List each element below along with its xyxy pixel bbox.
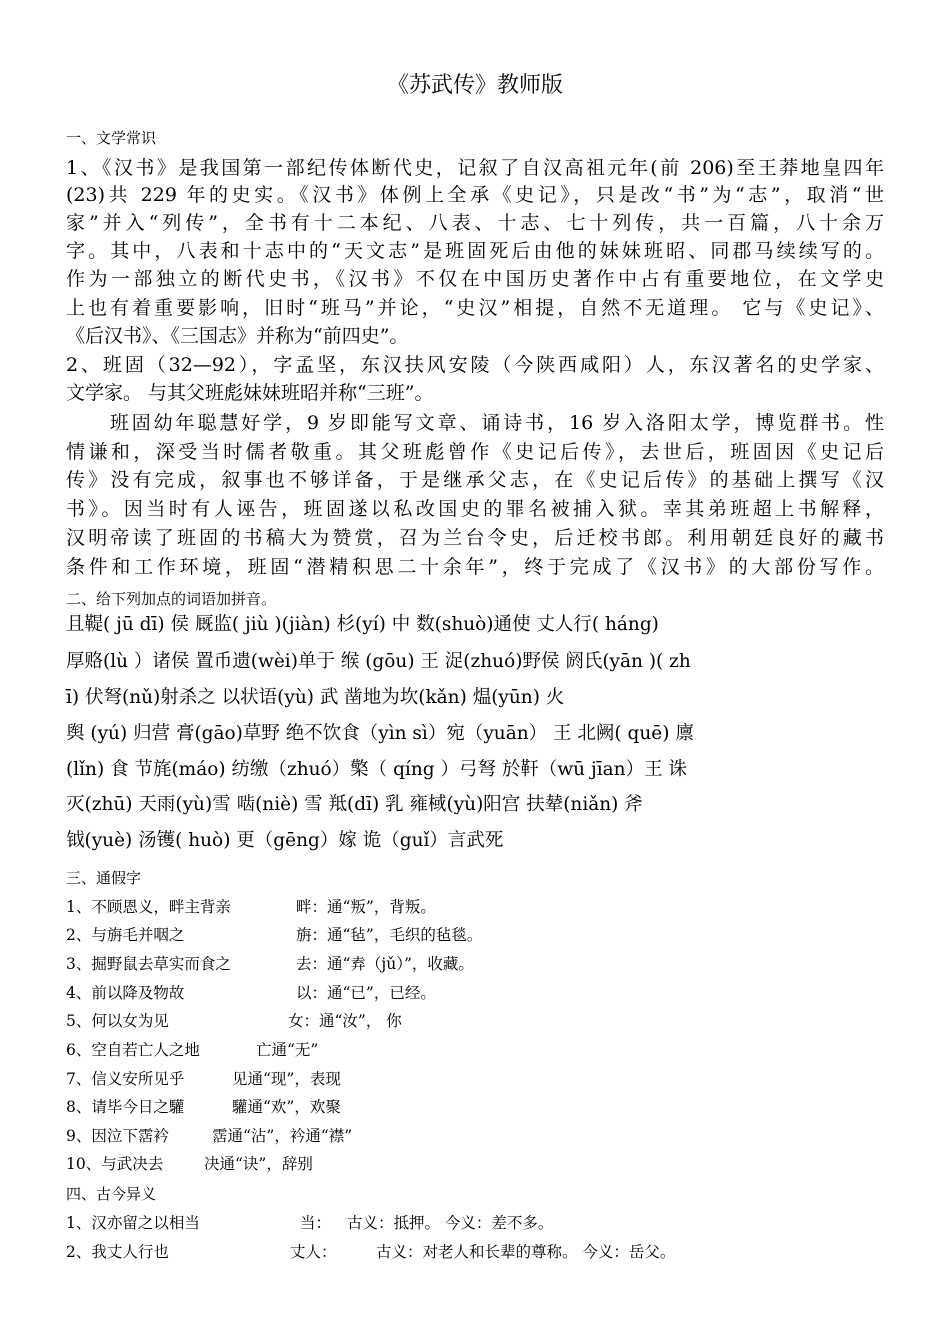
tongjia-explanation: 见通“现”，表现 [232, 1070, 341, 1088]
pinyin-line: (lǐn) 食 节旄(máo) 纺缴（zhuó）檠（ qíng ）弓弩 於靬（wū jīan）王 诛 [66, 759, 687, 780]
tongjia-sentence: 6、空自若亡人之地 [66, 1041, 200, 1059]
tongjia-sentence: 2、与旃毛并咽之 [66, 926, 185, 944]
paragraph-line: 书》。因当时有人诬告，班固遂以私改国史的罪名被捕入狱。幸其弟班超上书解释， [66, 498, 884, 520]
gujin-sentence: 2、我丈人行也 [66, 1243, 169, 1261]
tongjia-item [66, 1153, 313, 1175]
tongjia-sentence: 8、请毕今日之驩 [66, 1098, 185, 1116]
tongjia-sentence: 10、与武决去 [66, 1155, 164, 1173]
pinyin-line: 且鞮( jū dī) 侯 厩监( jiù )(jiàn) 杉(yí) 中 数(shuò)通使 丈人行( háng) [66, 614, 659, 635]
gujin-sentence: 1、汉亦留之以相当 [66, 1214, 200, 1232]
tongjia-explanation: 驩通“欢”，欢聚 [232, 1098, 341, 1116]
tongjia-item [66, 924, 482, 946]
tongjia-item [66, 1096, 341, 1118]
pinyin-line: 舆 (yú) 归营 膏(gāo)草野 绝不饮食（yìn sì）宛（yuān） 王 北阙( quē) 廪 [66, 723, 694, 744]
paragraph-line: 2、班固（32—92），字孟坚，东汉扶风安陵（今陕西咸阳）人，东汉著名的史学家、 [66, 354, 884, 376]
paragraph-line: 字。其中，八表和十志中的“天文志”是班固死后由他的妹妹班昭、同郡马续续写的。 [66, 240, 884, 262]
paragraph-line: 上也有着重要影响，旧时“班马”并论，“史汉”相提，自然不无道理。 它与《史记》、 [66, 297, 884, 319]
tongjia-sentence: 9、因泣下霑衿 [66, 1127, 169, 1145]
pinyin-line: ī) 伏弩(nǔ)射杀之 以状语(yù) 武 凿地为坎(kǎn) 煴(yūn) 火 [66, 687, 565, 708]
tongjia-explanation: 决通“诀”，辞别 [204, 1155, 313, 1173]
paragraph-line: 作为一部独立的断代史书，《汉书》不仅在中国历史著作中占有重要地位，在文学史 [66, 268, 884, 290]
gujin-explanation: 古义：对老人和长辈的尊称。 今义：岳父。 [376, 1243, 676, 1261]
tongjia-item [66, 1010, 402, 1032]
section-heading-tongjiazi: 三、通假字 [66, 869, 142, 887]
tongjia-sentence: 4、前以降及物故 [66, 984, 185, 1002]
tongjia-item [66, 1068, 341, 1090]
gujin-word: 当： [300, 1214, 332, 1232]
pinyin-line: 灭(zhū) 天雨(yù)雪 啮(niè) 雪 羝(dī) 乳 雍棫(yù)阳宫 扶辇(niǎn) 斧 [66, 794, 643, 815]
pinyin-line: 厚赂(lù ）诸侯 置币遗(wèi)单于 缑 (gōu) 王 浞(zhuó)野侯 阏氏(yān )( zh [66, 651, 691, 672]
tongjia-item [66, 1125, 352, 1147]
tongjia-explanation: 女：通“汝”， 你 [288, 1012, 402, 1030]
gujin-item [66, 1241, 675, 1263]
paragraph-line: 情谦和，深受当时儒者敬重。其父班彪曾作《史记后传》，去世后，班固因《史记后 [66, 441, 884, 463]
tongjia-explanation: 去：通“弆（jǔ）”，收藏。 [296, 955, 474, 973]
tongjia-item [66, 1039, 318, 1061]
section-heading-pinyin: 二、给下列加点的词语加拼音。 [66, 590, 277, 608]
paragraph-line: 《后汉书》、《三国志》并称为“前四史”。 [66, 325, 409, 347]
tongjia-item [66, 982, 436, 1004]
tongjia-item [66, 953, 474, 975]
tongjia-explanation: 畔：通“叛”，背叛。 [296, 898, 436, 916]
tongjia-item [66, 896, 436, 918]
gujin-item [66, 1212, 553, 1234]
gujin-word: 丈人： [290, 1243, 337, 1261]
paragraph-line: 条件和工作环境，班固“潜精积思二十余年”，终于完成了《汉书》的大部份写作。 [66, 556, 884, 578]
tongjia-sentence: 3、掘野鼠去草实而食之 [66, 955, 231, 973]
paragraph-line: 班固幼年聪慧好学，9 岁即能写文章、诵诗书，16 岁入洛阳太学，博览群书。性 [66, 412, 884, 434]
tongjia-explanation: 以：通“已”，已经。 [296, 984, 436, 1002]
pinyin-line: 钺(yuè) 汤镬( huò) 更（gēng）嫁 诡（guǐ）言武死 [66, 830, 504, 851]
tongjia-sentence: 7、信义安所见乎 [66, 1070, 185, 1088]
tongjia-explanation: 旃：通“毡”，毛织的毡毯。 [296, 926, 483, 944]
paragraph-line: 传》没有完成，叙事也不够详备，于是继承父志，在《史记后传》的基础上撰写《汉 [66, 469, 884, 491]
paragraph-line: (23)共 229 年的史实。《汉书》体例上全承《史记》，只是改“书”为“志”，取消“世 [66, 184, 884, 206]
tongjia-sentence: 5、何以女为见 [66, 1012, 169, 1030]
paragraph-line: 1、《汉书》是我国第一部纪传体断代史，记叙了自汉高祖元年(前 206)至王莽地皇四年 [66, 157, 884, 179]
paragraph-line: 家”并入“列传”，全书有十二本纪、八表、十志、七十列传，共一百篇，八十余万 [66, 212, 884, 234]
section-heading-gujin: 四、古今异义 [66, 1185, 157, 1203]
tongjia-sentence: 1、不顾恩义，畔主背亲 [66, 898, 231, 916]
paragraph-line: 汉明帝读了班固的书稿大为赞赏，召为兰台令史，后迁校书郎。利用朝廷良好的藏书 [66, 527, 884, 549]
tongjia-explanation: 亡通“无” [256, 1041, 319, 1059]
section-heading-literature: 一、文学常识 [66, 129, 157, 147]
tongjia-explanation: 霑通“沾”，衿通“襟” [212, 1127, 353, 1145]
paragraph-line: 文学家。 与其父班彪妹妹班昭并称“三班”。 [66, 382, 434, 404]
gujin-explanation: 古义：抵押。 今义：差不多。 [347, 1214, 554, 1232]
document-title: 《苏武传》教师版 [386, 73, 563, 98]
